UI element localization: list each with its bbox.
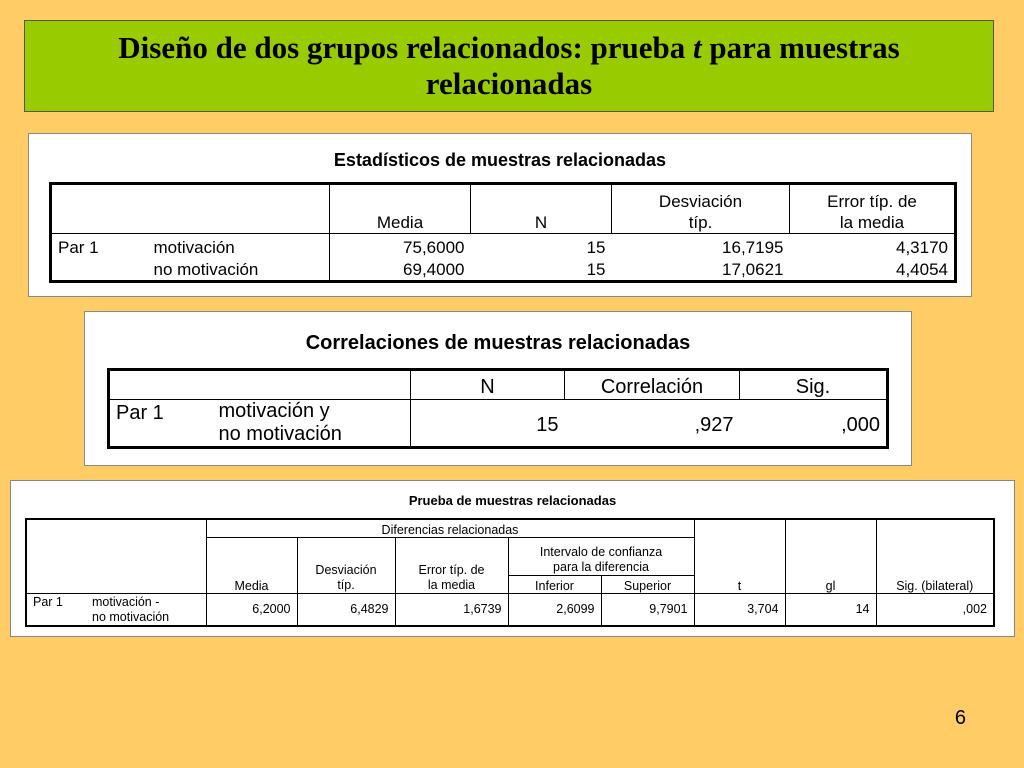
- stats-row-err: 4,3170: [790, 234, 956, 258]
- test-header-desv: Desviación típ.: [297, 537, 395, 593]
- stats-row-err: 4,4054: [790, 258, 956, 282]
- test-row-sig: ,002: [876, 593, 994, 626]
- corr-row-sig: ,000: [740, 400, 888, 448]
- stats-row-var: no motivación: [148, 258, 330, 282]
- corr-table-title: Correlaciones de muestras relacionadas: [305, 332, 691, 354]
- stats-row-media: 69,4000: [330, 258, 471, 282]
- slide-title-end: para muestras relacionadas: [425, 30, 900, 101]
- stats-header-err: Error típ. de la media: [790, 184, 956, 234]
- stats-row-n: 15: [471, 258, 612, 282]
- stats-row-desv: 17,0621: [612, 258, 790, 282]
- corr-header-n: N: [411, 370, 565, 400]
- test-header-blank: [26, 519, 206, 593]
- test-row-gl: 14: [785, 593, 876, 626]
- test-header-intervalo: Intervalo de confianza para la diferencia: [508, 537, 694, 575]
- stats-table-title: Estadísticos de muestras relacionadas: [333, 150, 667, 170]
- corr-row-var: motivación y no motivación: [213, 400, 411, 448]
- test-table: [25, 518, 995, 627]
- stats-pair-label: Par 1: [51, 234, 148, 258]
- corr-header-sig: Sig.: [740, 370, 888, 400]
- corr-table: [107, 368, 889, 449]
- corr-row: [109, 400, 888, 448]
- test-row-media: 6,2000: [206, 593, 297, 626]
- test-row-var: motivación - no motivación: [86, 593, 206, 626]
- stats-pair-blank: [51, 258, 148, 282]
- test-row-superior: 9,7901: [601, 593, 694, 626]
- corr-panel: [84, 311, 912, 466]
- stats-header-desv: Desviación típ.: [612, 184, 790, 234]
- test-header-sig: Sig. (bilateral): [876, 519, 994, 593]
- stats-row-n: 15: [471, 234, 612, 258]
- corr-header-blank: [109, 370, 411, 400]
- stats-header-media: Media: [330, 184, 471, 234]
- test-pair-label: Par 1: [26, 593, 86, 626]
- test-table-title: Prueba de muestras relacionadas: [408, 493, 617, 508]
- test-row: [26, 593, 994, 626]
- test-row-err: 1,6739: [395, 593, 508, 626]
- slide-title-italic: t: [693, 30, 702, 65]
- slide-title-box: [24, 20, 994, 112]
- slide-title-main: Diseño de dos grupos relacionados: prueba: [118, 30, 694, 65]
- test-header-t: t: [694, 519, 785, 593]
- corr-pair-label: Par 1: [109, 400, 213, 448]
- test-row-desv: 6,4829: [297, 593, 395, 626]
- test-panel: [10, 480, 1015, 637]
- test-header-gl: gl: [785, 519, 876, 593]
- stats-row: [51, 234, 956, 258]
- stats-panel: [28, 133, 972, 297]
- stats-row-var: motivación: [148, 234, 330, 258]
- test-row-inferior: 2,6099: [508, 593, 601, 626]
- test-header-err: Error típ. de la media: [395, 537, 508, 593]
- stats-header-blank: [51, 184, 330, 234]
- test-header-media: Media: [206, 537, 297, 593]
- test-header-inferior: Inferior: [508, 575, 601, 593]
- corr-row-corr: ,927: [565, 400, 740, 448]
- slide-title: [69, 30, 949, 102]
- stats-header-n: N: [471, 184, 612, 234]
- page-number: 6: [954, 707, 966, 729]
- corr-header-corr: Correlación: [565, 370, 740, 400]
- stats-row: [51, 258, 956, 282]
- stats-row-media: 75,6000: [330, 234, 471, 258]
- test-row-t: 3,704: [694, 593, 785, 626]
- stats-row-desv: 16,7195: [612, 234, 790, 258]
- stats-table: [49, 182, 957, 283]
- test-header-diferencias: Diferencias relacionadas: [206, 519, 694, 537]
- test-header-superior: Superior: [601, 575, 694, 593]
- corr-row-n: 15: [411, 400, 565, 448]
